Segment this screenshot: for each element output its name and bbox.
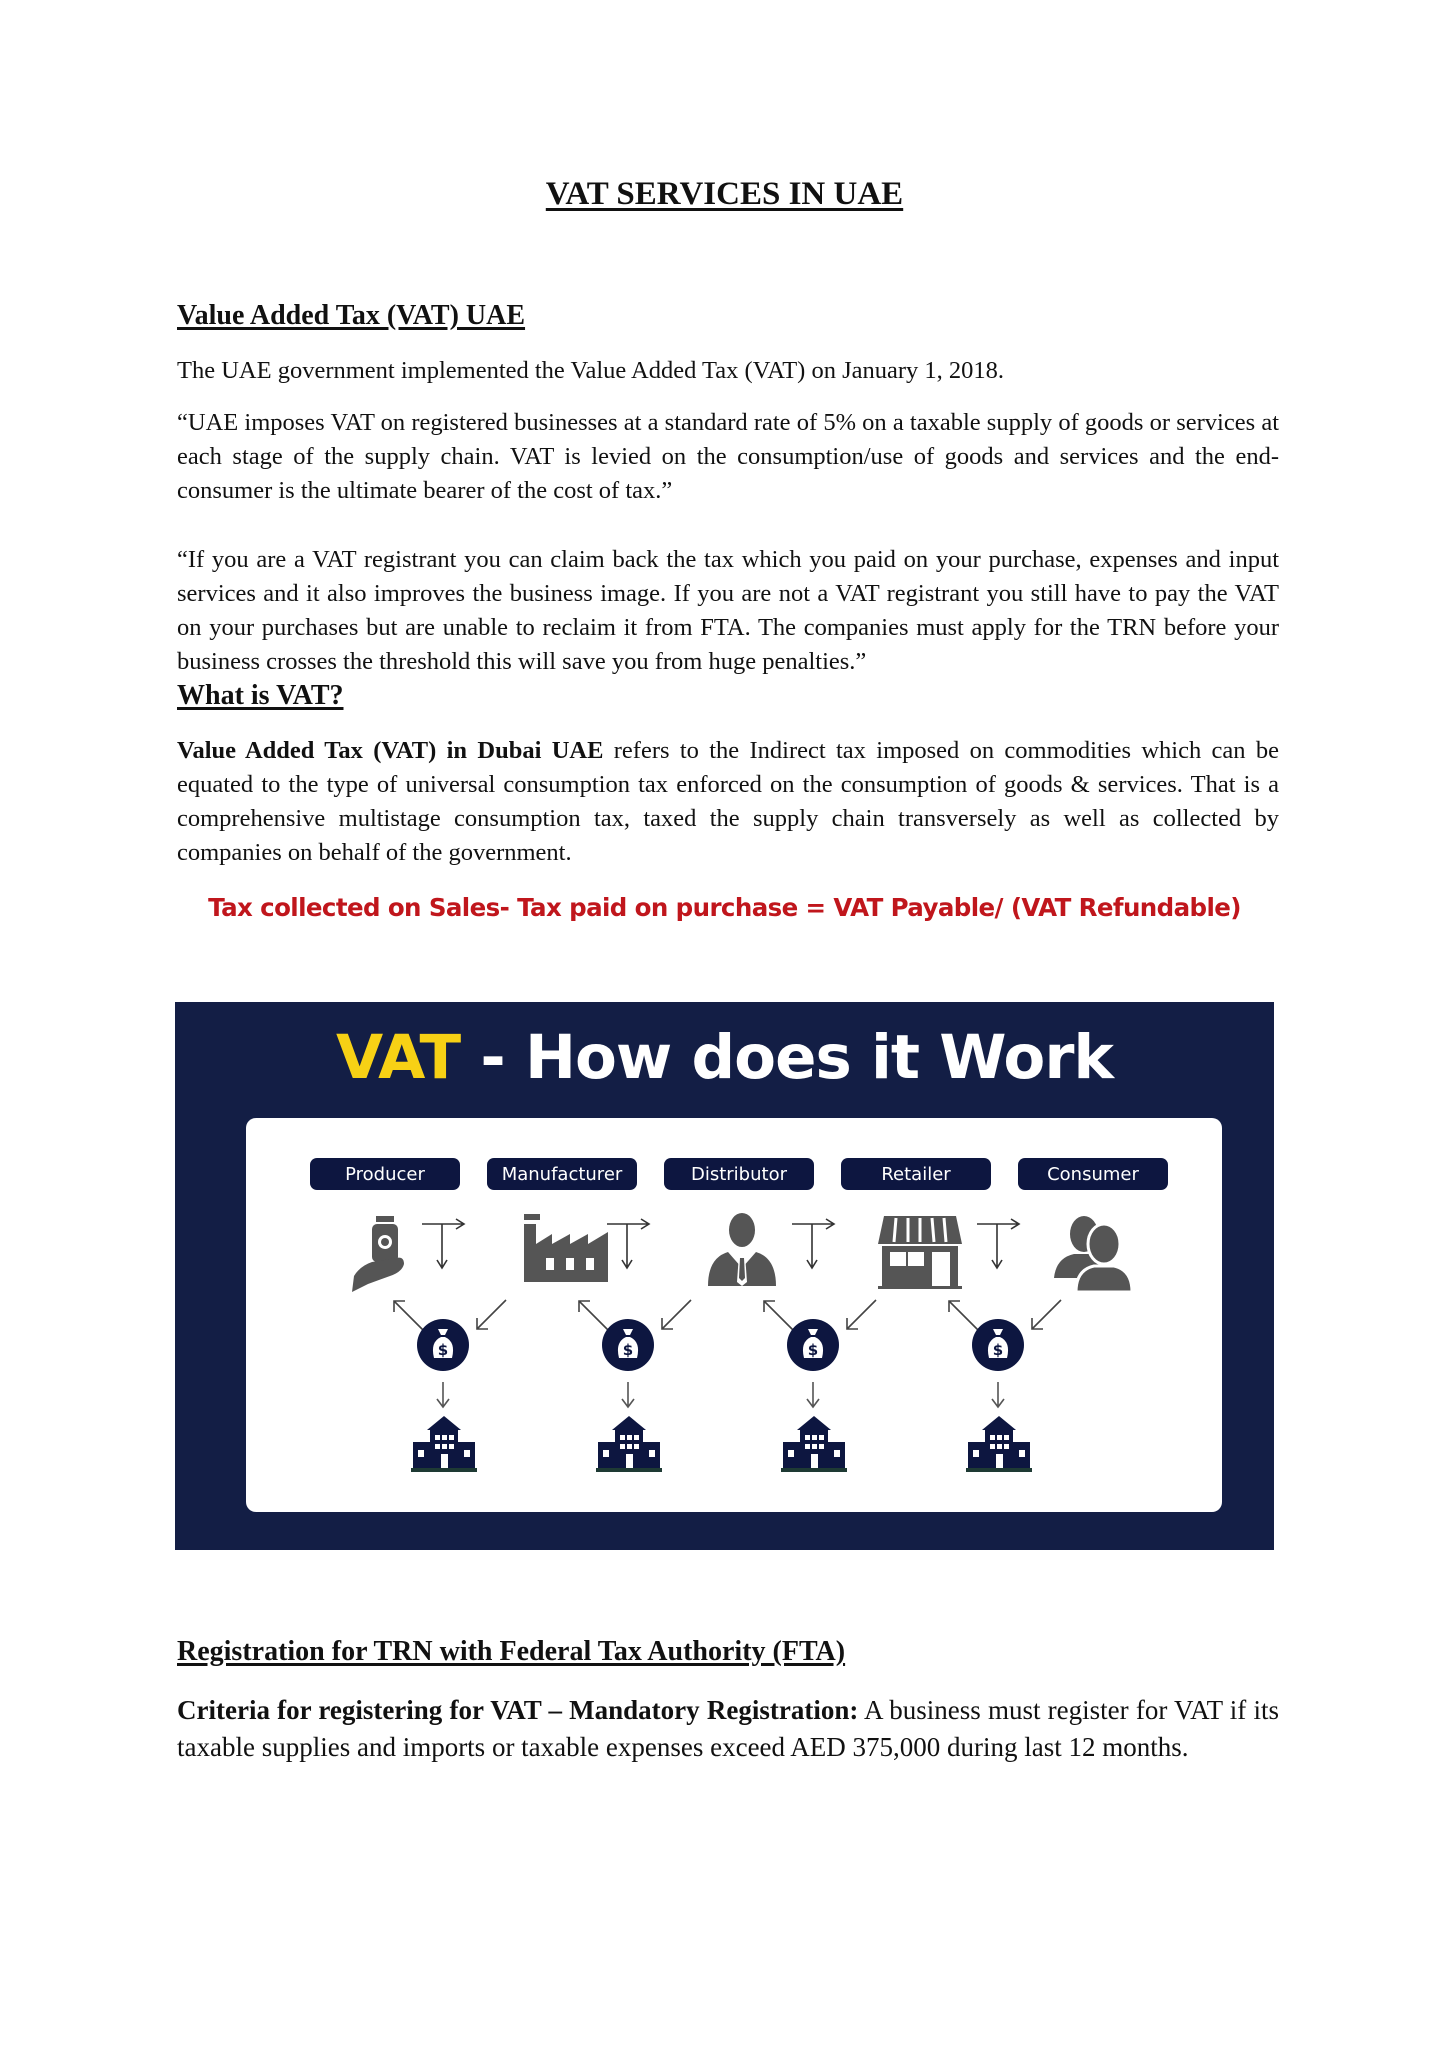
vat-formula: Tax collected on Sales- Tax paid on purchase = VAT Payable/ (VAT Refundable) xyxy=(208,893,1241,922)
stage-label-consumer: Consumer xyxy=(1018,1158,1168,1190)
split-arrow-icon xyxy=(605,1218,667,1274)
split-arrow-icon xyxy=(790,1218,852,1274)
stage-label-retailer: Retailer xyxy=(841,1158,991,1190)
arrow-down-left-icon xyxy=(844,1298,878,1332)
arrow-down-left-icon xyxy=(659,1298,693,1332)
svg-text:$: $ xyxy=(992,1341,1004,1359)
arrow-down-icon xyxy=(431,1380,455,1410)
money-bag-icon xyxy=(786,1318,840,1372)
section-heading-what-is-vat: What is VAT? xyxy=(177,680,344,711)
stage-label-distributor: Distributor xyxy=(664,1158,814,1190)
svg-text:$: $ xyxy=(807,1341,819,1359)
stage-label-manufacturer: Manufacturer xyxy=(487,1158,637,1190)
government-building-icon xyxy=(596,1414,662,1474)
government-building-icon xyxy=(411,1414,477,1474)
bold-lead: Criteria for registering for VAT – Mandatory Registration: xyxy=(177,1695,859,1725)
paragraph-standard-rate: “UAE imposes VAT on registered businesses at a standard rate of 5% on a taxable supply of goods or services at each stage of the supply chain. VAT is levied on the consumption/use of goods and services and the end-consumer is the ultimate bearer of the cost of tax.” xyxy=(177,409,1279,504)
arrow-down-icon xyxy=(986,1380,1010,1410)
section-heading-vat-uae: Value Added Tax (VAT) UAE xyxy=(177,300,526,331)
paragraph-registrant: “If you are a VAT registrant you can claim back the tax which you paid on your purchase, expenses and input services and it also improves the business image. If you are not a VAT registrant you still have to pay the VAT on your purchases but are unable to reclaim it from FTA. The companies must apply for the TRN before your business crosses the threshold this will save you from huge penalties.” xyxy=(177,546,1279,675)
arrow-down-icon xyxy=(616,1380,640,1410)
bold-lead: Value Added Tax (VAT) in Dubai UAE xyxy=(177,737,604,764)
document-title: VAT SERVICES IN UAE xyxy=(545,176,904,212)
arrow-down-left-icon xyxy=(474,1298,508,1332)
government-building-icon xyxy=(781,1414,847,1474)
government-building-icon xyxy=(966,1414,1032,1474)
paragraph-text: A business must register for VAT if its taxable supplies and imports or taxable expenses exceed AED 375,000 during last 12 months. xyxy=(177,1695,1279,1762)
infographic-title-rest: - How does it Work xyxy=(460,1022,1113,1093)
infographic-panel xyxy=(246,1118,1222,1512)
section-heading-registration: Registration for TRN with Federal Tax Authority (FTA) xyxy=(177,1636,846,1667)
split-arrow-icon xyxy=(975,1218,1037,1274)
paragraph-registration-criteria xyxy=(177,1692,1279,1766)
paragraph-text: refers to the Indirect tax imposed on commodities which can be equated to the type of universal consumption tax enforced on the consumption of goods & services. That is a comprehensive multistage consumption tax, taxed the supply chain transversely as well as collected by companies on behalf of the government. xyxy=(177,737,1279,866)
arrow-down-left-icon xyxy=(1029,1298,1063,1332)
svg-text:$: $ xyxy=(437,1341,449,1359)
money-bag-icon xyxy=(416,1318,470,1372)
infographic-title-highlight: VAT xyxy=(336,1022,461,1093)
paragraph-implementation: The UAE government implemented the Value Added Tax (VAT) on January 1, 2018. xyxy=(177,357,1005,384)
stage-label-producer: Producer xyxy=(310,1158,460,1190)
paragraph-what-is-vat xyxy=(177,734,1279,870)
money-bag-icon xyxy=(971,1318,1025,1372)
infographic-title xyxy=(175,1022,1274,1093)
split-arrow-icon xyxy=(420,1218,482,1274)
arrow-down-icon xyxy=(801,1380,825,1410)
vat-infographic xyxy=(175,1002,1274,1550)
money-bag-icon xyxy=(601,1318,655,1372)
svg-text:$: $ xyxy=(622,1341,634,1359)
